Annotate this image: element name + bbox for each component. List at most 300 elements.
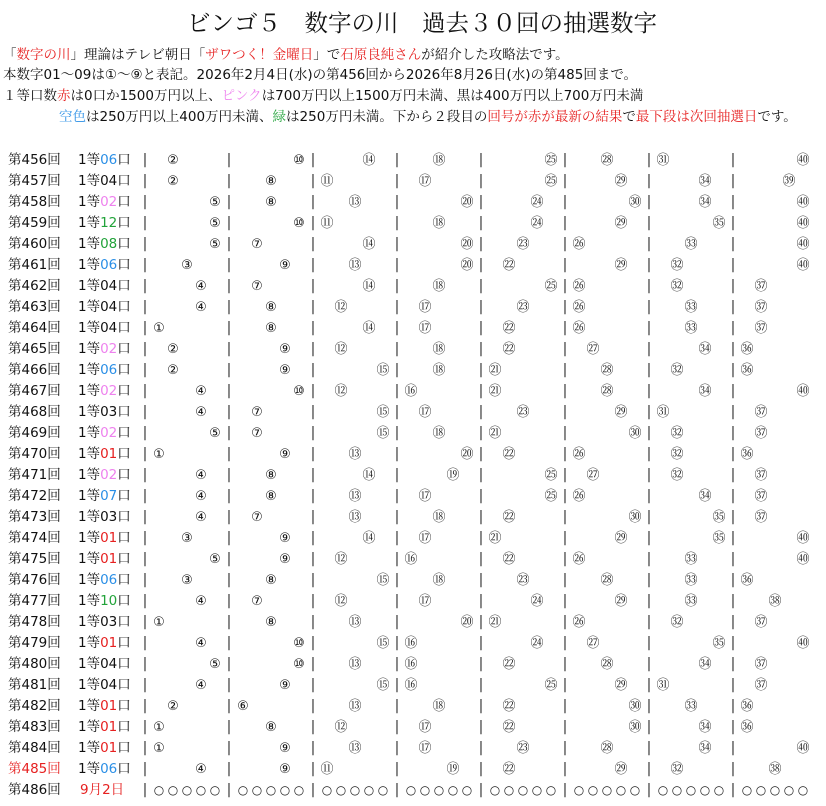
drawn-number: ⑰ [418, 321, 432, 336]
draw-row [0, 570, 826, 591]
drawn-number: ㉕ [544, 153, 558, 168]
column-separator: | [478, 152, 484, 168]
highlight-text: 回号が赤が最新の結果 [487, 109, 623, 125]
column-separator: | [142, 446, 148, 462]
drawn-number: ④ [195, 762, 207, 777]
draw-row [0, 255, 826, 276]
column-separator: | [310, 551, 316, 567]
draw-number: 第482回 [8, 698, 61, 714]
column-separator: | [394, 362, 400, 378]
drawn-number: ⑨ [279, 342, 291, 357]
drawn-number: ⑰ [418, 489, 432, 504]
placeholder-circle: ○ [237, 783, 249, 797]
drawn-number: ⑰ [418, 405, 432, 420]
column-separator: | [394, 656, 400, 672]
drawn-number: ⑳ [460, 615, 474, 630]
highlight-text: 空色 [59, 109, 86, 125]
column-separator: | [562, 383, 568, 399]
drawn-number: ⑭ [362, 237, 376, 252]
drawn-number: ㊱ [740, 573, 754, 588]
column-separator: | [226, 509, 232, 525]
first-prize-prefix: 1等 [78, 677, 101, 693]
draw-number: 第483回 [8, 719, 61, 735]
drawn-number: ⑰ [418, 174, 432, 189]
intro-text: で [622, 109, 636, 125]
column-separator: | [562, 152, 568, 168]
drawn-number: ⑧ [265, 489, 277, 504]
column-separator: | [646, 299, 652, 315]
drawn-number: ㉑ [488, 531, 502, 546]
drawn-number: ⑤ [209, 552, 221, 567]
column-separator: | [142, 656, 148, 672]
drawn-number: ⑨ [279, 447, 291, 462]
column-separator: | [646, 194, 652, 210]
drawn-number: ⑮ [376, 636, 390, 651]
drawn-number: ㉚ [628, 426, 642, 441]
drawn-number: ⑰ [418, 300, 432, 315]
draw-row [0, 423, 826, 444]
column-separator: | [562, 677, 568, 693]
placeholder-circle: ○ [489, 783, 501, 797]
first-prize-suffix: 口 [117, 488, 131, 504]
drawn-number: ㊲ [754, 321, 768, 336]
first-prize-suffix: 口 [117, 509, 131, 525]
column-separator: | [142, 614, 148, 630]
column-separator: | [226, 341, 232, 357]
drawn-number: ⑳ [460, 195, 474, 210]
first-prize-count [78, 633, 131, 654]
column-separator: | [646, 551, 652, 567]
drawn-number: ⑥ [237, 699, 249, 714]
column-separator: | [394, 299, 400, 315]
first-prize-winners: 02 [100, 467, 118, 483]
column-separator: | [394, 215, 400, 231]
drawn-number: ② [167, 363, 179, 378]
column-separator: | [142, 761, 148, 777]
draw-row [0, 507, 826, 528]
first-prize-suffix: 口 [117, 698, 131, 714]
drawn-number: ㊲ [754, 510, 768, 525]
column-separator: | [478, 677, 484, 693]
column-separator: | [310, 593, 316, 609]
drawn-number: ⑱ [432, 426, 446, 441]
column-separator: | [226, 614, 232, 630]
draw-row [0, 591, 826, 612]
column-separator: | [394, 404, 400, 420]
column-separator: | [310, 236, 316, 252]
drawn-number: ㉒ [502, 321, 516, 336]
drawn-number: ㉞ [698, 174, 712, 189]
drawn-number: ⑰ [418, 741, 432, 756]
column-separator: | [730, 740, 736, 756]
column-separator: | [310, 698, 316, 714]
drawn-number: ④ [195, 678, 207, 693]
first-prize-prefix: 1等 [78, 446, 101, 462]
column-separator: | [478, 509, 484, 525]
draw-number: 第479回 [8, 635, 61, 651]
column-separator: | [562, 572, 568, 588]
drawn-number: ㉙ [614, 174, 628, 189]
drawn-number: ⑦ [251, 405, 263, 420]
column-separator: | [478, 278, 484, 294]
drawn-number: ㊲ [754, 678, 768, 693]
first-prize-prefix: 1等 [78, 467, 101, 483]
drawn-number: ㉝ [684, 321, 698, 336]
drawn-number: ⑧ [265, 468, 277, 483]
draw-number: 第469回 [8, 425, 61, 441]
placeholder-circle: ○ [741, 783, 753, 797]
column-separator: | [310, 383, 316, 399]
draw-row [0, 717, 826, 738]
drawn-number: ㉞ [698, 195, 712, 210]
first-prize-suffix: 口 [117, 614, 131, 630]
column-separator: | [142, 236, 148, 252]
first-prize-winners: 02 [100, 194, 118, 210]
drawn-number: ④ [195, 468, 207, 483]
first-prize-suffix: 口 [117, 404, 131, 420]
column-separator: | [562, 635, 568, 651]
column-separator: | [394, 698, 400, 714]
first-prize-prefix: 1等 [78, 425, 101, 441]
placeholder-circle: ○ [629, 783, 641, 797]
column-separator: | [478, 215, 484, 231]
column-separator: | [646, 740, 652, 756]
column-separator: | [730, 698, 736, 714]
drawn-number: ④ [195, 636, 207, 651]
intro-text: です。 [757, 109, 797, 125]
column-separator: | [562, 257, 568, 273]
drawn-number: ㉔ [530, 195, 544, 210]
column-separator: | [394, 614, 400, 630]
first-prize-count [78, 507, 131, 528]
draw-row [0, 192, 826, 213]
drawn-number: ⑯ [404, 636, 418, 651]
column-separator: | [730, 446, 736, 462]
first-prize-winners: 02 [100, 425, 118, 441]
drawn-number: ⑭ [362, 321, 376, 336]
first-prize-winners: 04 [100, 320, 118, 336]
column-separator: | [646, 509, 652, 525]
column-separator: | [226, 383, 232, 399]
drawn-number: ⑤ [209, 216, 221, 231]
column-separator: | [394, 530, 400, 546]
placeholder-circle: ○ [755, 783, 767, 797]
column-separator: | [562, 593, 568, 609]
drawn-number: ⑨ [279, 531, 291, 546]
drawn-number: ㊲ [754, 279, 768, 294]
column-separator: | [226, 194, 232, 210]
drawn-number: ㉒ [502, 657, 516, 672]
first-prize-count [78, 423, 131, 444]
drawn-number: ⑱ [432, 216, 446, 231]
column-separator: | [478, 551, 484, 567]
column-separator: | [646, 278, 652, 294]
first-prize-prefix: 1等 [78, 341, 101, 357]
first-prize-winners: 04 [100, 677, 118, 693]
drawn-number: ⑰ [418, 594, 432, 609]
drawn-number: ⑧ [265, 720, 277, 735]
drawn-number: ㉒ [502, 720, 516, 735]
column-separator: | [478, 341, 484, 357]
column-separator: | [310, 614, 316, 630]
column-separator: | [646, 530, 652, 546]
first-prize-count [78, 528, 131, 549]
placeholder-circle: ○ [699, 783, 711, 797]
column-separator: | [394, 593, 400, 609]
drawn-number: ⑦ [251, 594, 263, 609]
column-separator: | [478, 698, 484, 714]
placeholder-circle: ○ [405, 783, 417, 797]
first-prize-suffix: 口 [117, 677, 131, 693]
drawn-number: ⑧ [265, 615, 277, 630]
column-separator: | [646, 635, 652, 651]
draw-number: 第477回 [8, 593, 61, 609]
intro-text: は0口か1500万円以上、 [70, 88, 222, 104]
placeholder-circle: ○ [517, 783, 529, 797]
drawn-number: ㉒ [502, 699, 516, 714]
column-separator: | [226, 761, 232, 777]
drawn-number: ㊱ [740, 699, 754, 714]
draw-number: 第474回 [8, 530, 61, 546]
drawn-number: ① [153, 447, 165, 462]
column-separator: | [226, 236, 232, 252]
first-prize-prefix: 1等 [78, 362, 101, 378]
column-separator: | [478, 740, 484, 756]
first-prize-count [78, 612, 131, 633]
column-separator: | [142, 278, 148, 294]
first-prize-suffix: 口 [117, 551, 131, 567]
column-separator: | [142, 635, 148, 651]
next-draw-date: 9月2日 [80, 782, 125, 798]
first-prize-winners: 01 [100, 530, 118, 546]
column-separator: | [142, 152, 148, 168]
drawn-number: ⑬ [348, 447, 362, 462]
column-separator: | [310, 446, 316, 462]
column-separator: | [562, 173, 568, 189]
drawn-number: ㊵ [796, 216, 810, 231]
column-separator: | [142, 173, 148, 189]
column-separator: | [394, 341, 400, 357]
first-prize-prefix: 1等 [78, 194, 101, 210]
first-prize-suffix: 口 [117, 152, 131, 168]
first-prize-suffix: 口 [117, 341, 131, 357]
drawn-number: ⑬ [348, 195, 362, 210]
column-separator: | [646, 215, 652, 231]
drawn-number: ㊵ [796, 384, 810, 399]
placeholder-circle: ○ [209, 783, 221, 797]
drawn-number: ④ [195, 594, 207, 609]
draw-number: 第484回 [8, 740, 61, 756]
first-prize-count [78, 591, 131, 612]
drawn-number: ⑤ [209, 657, 221, 672]
placeholder-circle: ○ [447, 783, 459, 797]
draw-number: 第462回 [8, 278, 61, 294]
column-separator: | [730, 677, 736, 693]
column-separator: | [394, 467, 400, 483]
column-separator: | [730, 320, 736, 336]
column-separator: | [142, 551, 148, 567]
column-separator: | [310, 362, 316, 378]
drawn-number: ④ [195, 300, 207, 315]
first-prize-winners: 01 [100, 551, 118, 567]
drawn-number: ㉛ [656, 678, 670, 693]
draw-number: 第460回 [8, 236, 61, 252]
column-separator: | [310, 173, 316, 189]
first-prize-suffix: 口 [117, 656, 131, 672]
first-prize-suffix: 口 [117, 236, 131, 252]
drawn-number: ⑬ [348, 258, 362, 273]
first-prize-suffix: 口 [117, 740, 131, 756]
first-prize-count [78, 276, 131, 297]
first-prize-suffix: 口 [117, 635, 131, 651]
first-prize-count [78, 150, 131, 171]
drawn-number: ⑫ [334, 300, 348, 315]
first-prize-count [78, 549, 131, 570]
intro-text: 「 [3, 47, 17, 63]
drawn-number: ㉜ [670, 426, 684, 441]
first-prize-suffix: 口 [117, 572, 131, 588]
drawn-number: ㉓ [516, 741, 530, 756]
first-prize-winners: 02 [100, 341, 118, 357]
drawn-number: ⑭ [362, 279, 376, 294]
column-separator: | [478, 446, 484, 462]
column-separator: | [562, 215, 568, 231]
drawn-number: ⑯ [404, 552, 418, 567]
first-prize-winners: 10 [100, 593, 118, 609]
highlight-text: 緑 [272, 109, 287, 125]
drawn-number: ⑦ [251, 426, 263, 441]
column-separator: | [310, 320, 316, 336]
drawn-number: ⑬ [348, 657, 362, 672]
draw-number: 第478回 [8, 614, 61, 630]
column-separator: | [226, 257, 232, 273]
drawn-number: ④ [195, 405, 207, 420]
drawn-number: ㉖ [572, 615, 586, 630]
drawn-number: ⑫ [334, 342, 348, 357]
column-separator: | [646, 467, 652, 483]
column-separator: | [226, 719, 232, 735]
drawn-number: ⑤ [209, 237, 221, 252]
draw-row [0, 339, 826, 360]
column-separator: | [730, 761, 736, 777]
intro-text: 本数字01～09は①～⑨と表記。2026年2月4日(水)の第456回から2026年8月26日(水)の第485回まで。 [3, 67, 638, 83]
column-separator: | [142, 362, 148, 378]
column-separator: | [310, 299, 316, 315]
draw-row [0, 465, 826, 486]
drawn-number: ⑨ [279, 678, 291, 693]
column-separator: | [142, 341, 148, 357]
drawn-number: ㉘ [600, 657, 614, 672]
placeholder-circle: ○ [769, 783, 781, 797]
column-separator: | [226, 488, 232, 504]
drawn-number: ㉜ [670, 258, 684, 273]
draw-row [0, 360, 826, 381]
highlight-text: 赤 [57, 88, 71, 104]
first-prize-winners: 04 [100, 656, 118, 672]
column-separator: | [730, 635, 736, 651]
drawn-number: ㉖ [572, 279, 586, 294]
drawn-number: ㉕ [544, 468, 558, 483]
drawn-number: ㊲ [754, 489, 768, 504]
placeholder-circle: ○ [657, 783, 669, 797]
column-separator: | [226, 425, 232, 441]
drawn-number: ㊱ [740, 342, 754, 357]
drawn-number: ⑨ [279, 741, 291, 756]
first-prize-winners: 03 [100, 614, 118, 630]
first-prize-winners: 01 [100, 635, 118, 651]
drawn-number: ⑭ [362, 153, 376, 168]
drawn-number: ⑮ [376, 405, 390, 420]
drawn-number: ㊳ [768, 762, 782, 777]
first-prize-count [78, 696, 131, 717]
column-separator: | [226, 635, 232, 651]
first-prize-suffix: 口 [117, 761, 131, 777]
drawn-number: ⑩ [293, 216, 305, 231]
drawn-number: ⑬ [348, 741, 362, 756]
drawn-number: ⑱ [432, 342, 446, 357]
drawn-number: ㊵ [796, 258, 810, 273]
first-prize-prefix: 1等 [78, 593, 101, 609]
drawn-number: ㉟ [712, 636, 726, 651]
drawn-number: ㉝ [684, 699, 698, 714]
drawn-number: ㉒ [502, 762, 516, 777]
first-prize-count [78, 213, 131, 234]
drawn-number: ㉚ [628, 720, 642, 735]
drawn-number: ㉝ [684, 552, 698, 567]
drawn-number: ㉑ [488, 615, 502, 630]
column-separator: | [646, 593, 652, 609]
column-separator: | [478, 719, 484, 735]
drawn-number: ㉔ [530, 636, 544, 651]
highlight-text: ピンク [221, 88, 262, 104]
intro-text: が紹介した攻略法です。 [421, 47, 569, 63]
drawn-number: ㊲ [754, 426, 768, 441]
column-separator: | [646, 614, 652, 630]
column-separator: | [226, 362, 232, 378]
drawn-number: ㉙ [614, 678, 628, 693]
column-separator: | [142, 782, 148, 798]
placeholder-circle: ○ [181, 783, 193, 797]
first-prize-prefix: 1等 [78, 761, 101, 777]
column-separator: | [562, 530, 568, 546]
column-separator: | [142, 257, 148, 273]
first-prize-winners: 06 [100, 152, 118, 168]
column-separator: | [478, 425, 484, 441]
column-separator: | [562, 299, 568, 315]
column-separator: | [562, 236, 568, 252]
drawn-number: ⑩ [293, 636, 305, 651]
column-separator: | [562, 467, 568, 483]
column-separator: | [394, 740, 400, 756]
first-prize-suffix: 口 [117, 215, 131, 231]
drawn-number: ⑭ [362, 531, 376, 546]
drawn-number: ㉜ [670, 615, 684, 630]
placeholder-circle: ○ [251, 783, 263, 797]
drawn-number: ⑱ [432, 510, 446, 525]
first-prize-count [78, 402, 131, 423]
column-separator: | [142, 425, 148, 441]
column-separator: | [646, 698, 652, 714]
first-prize-count [78, 570, 131, 591]
draw-row [0, 297, 826, 318]
drawn-number: ⑬ [348, 615, 362, 630]
drawn-number: ㉝ [684, 237, 698, 252]
column-separator: | [730, 152, 736, 168]
placeholder-circle: ○ [503, 783, 515, 797]
first-prize-prefix: 1等 [78, 215, 101, 231]
page-title: ビンゴ５ 数字の川 過去３０回の抽選数字 [187, 9, 657, 37]
drawn-number: ⑱ [432, 279, 446, 294]
